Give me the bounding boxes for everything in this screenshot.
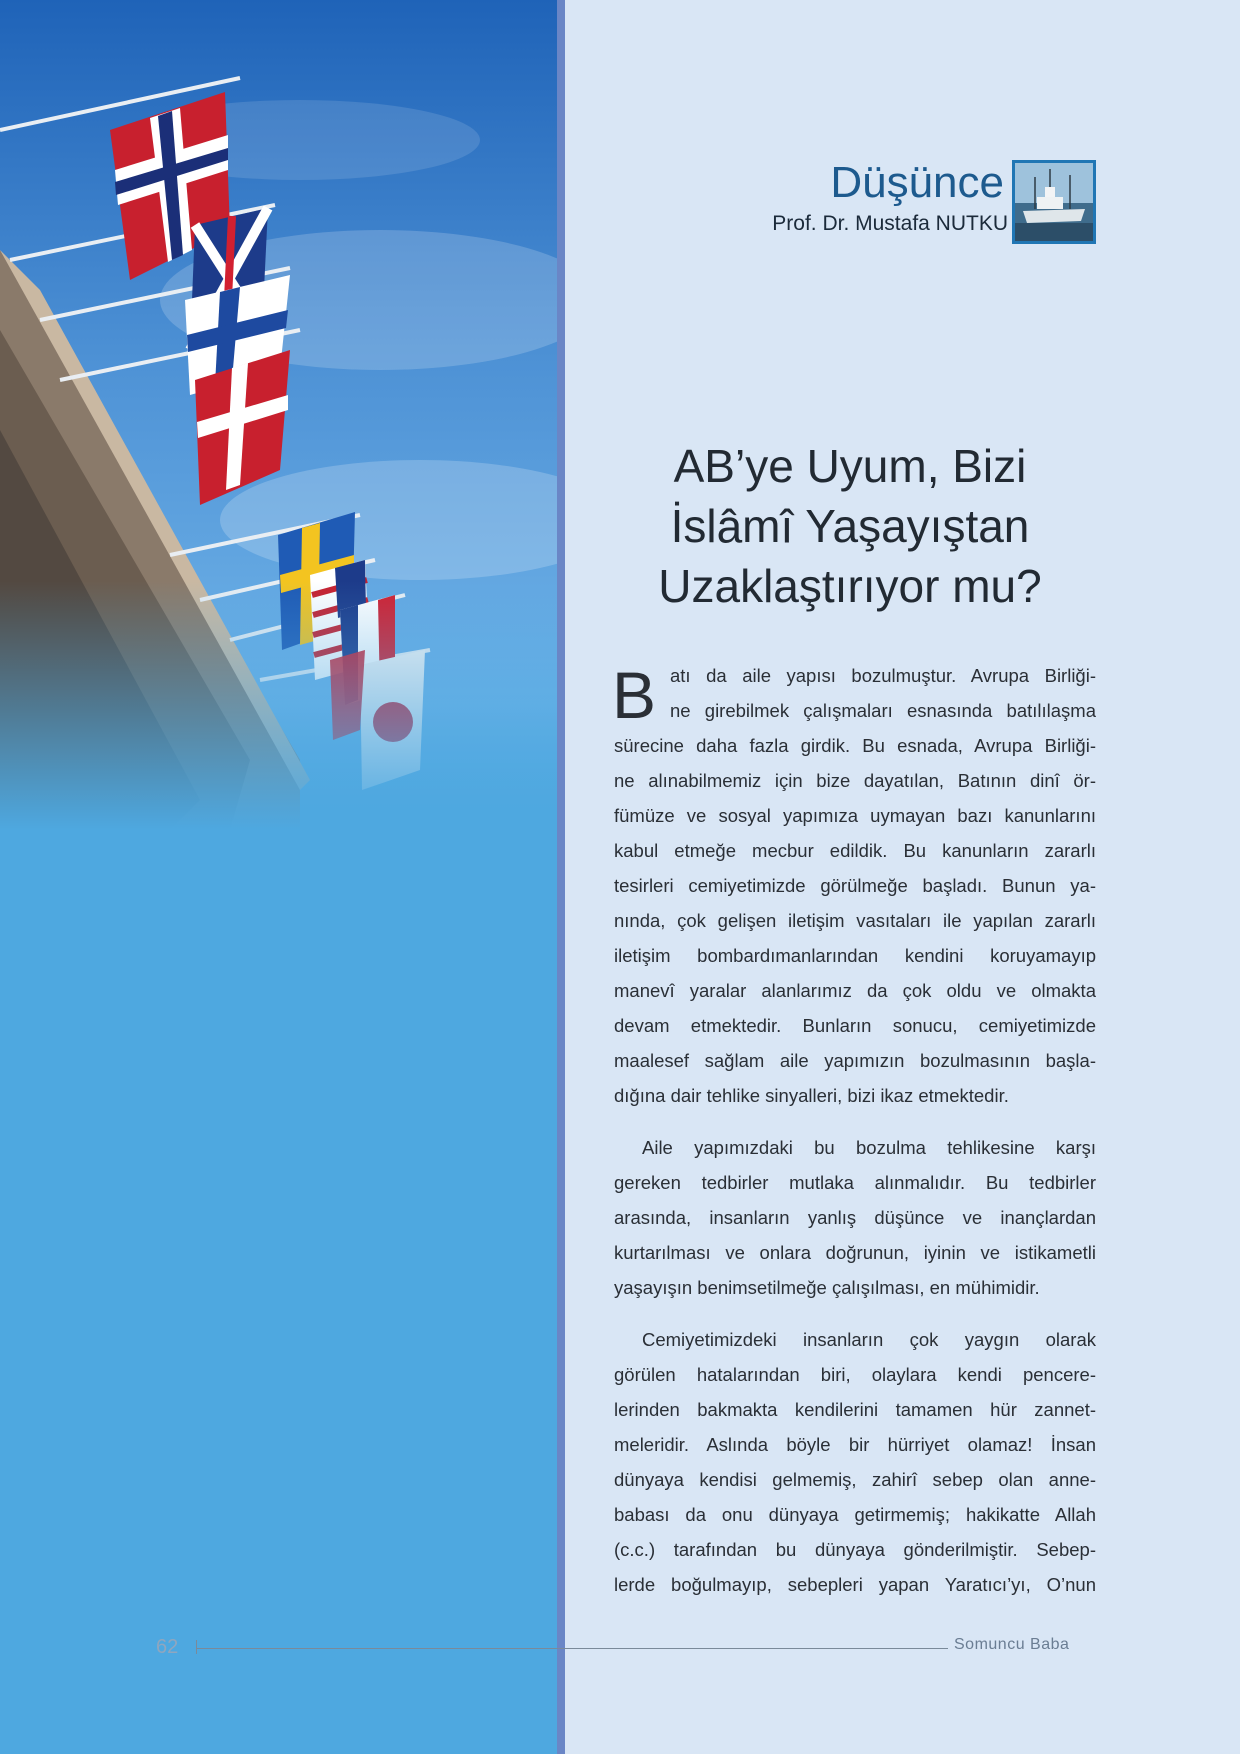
page-number: 62 [156, 1636, 179, 1658]
body-line: lerde boğulmayıp, sebepleri yapan Yaratıcı’yı, O’nun [614, 1574, 1096, 1595]
body-line: sürecine daha fazla girdik. Bu esnada, Avrupa Birliği- [614, 735, 1096, 756]
paragraph-1 [614, 658, 1096, 1113]
body-line: gereken tedbirler mutlaka alınmalıdır. Bu tedbirler [614, 1172, 1096, 1193]
body-line: lerinden bakmakta kendilerini tamamen hür zannet- [614, 1399, 1096, 1420]
section-title: Düşünce [830, 158, 1004, 207]
body-line: arasında, insanların yanlış düşünce ve inançlardan [614, 1207, 1096, 1228]
body-line: nında, çok gelişen iletişim vasıtaları ile yapılan zararlı [614, 910, 1096, 931]
ship-thumbnail-image [1012, 160, 1096, 244]
body-line: manevî yaralar alanlarımız da çok oldu ve olmakta [614, 980, 1096, 1001]
body-line: (c.c.) tarafından bu dünyaya gönderilmiştir. Sebep- [614, 1539, 1096, 1560]
body-line: atı da aile yapısı bozulmuştur. Avrupa Birliği- [670, 665, 1096, 686]
article-body [614, 658, 1096, 1619]
body-line: ne alınabilmemiz için bize dayatılan, Batının dinî ör- [614, 770, 1096, 791]
body-line: görülen hatalarından biri, olaylara kendi pencere- [614, 1364, 1096, 1385]
body-line: devam etmektedir. Bunların sonucu, cemiyetimizde [614, 1015, 1096, 1036]
body-line: meleridir. Aslında böyle bir hürriyet olamaz! İnsan [614, 1434, 1096, 1455]
article-title-line: AB’ye Uyum, Bizi [673, 440, 1027, 492]
body-line: Aile yapımızdaki bu bozulma tehlikesine karşı [642, 1137, 1096, 1158]
footer-tick [196, 1640, 197, 1654]
body-line: maalesef sağlam aile yapımızın bozulmasının başla- [614, 1050, 1096, 1071]
body-line: tesirleri cemiyetimizde görülmeğe başladı. Bunun ya- [614, 875, 1096, 896]
paragraph-2 [614, 1130, 1096, 1305]
article-title-line: İslâmî Yaşayıştan [670, 500, 1030, 552]
column-divider [557, 0, 565, 1754]
left-panel [0, 0, 557, 1754]
body-line: ne girebilmek çalışmaları esnasında batılılaşma [670, 700, 1096, 721]
body-line: babası da onu dünyaya getirmemiş; hakikatte Allah [614, 1504, 1096, 1525]
article-title-line: Uzaklaştırıyor mu? [658, 560, 1042, 612]
magazine-name: Somuncu Baba [954, 1636, 1070, 1653]
article-title [600, 436, 1100, 616]
body-line: fümüze ve sosyal yapımıza uymayan bazı kanunlarını [614, 805, 1096, 826]
body-line: dünyaya kendisi gelmemiş, zahirî sebep olan anne- [614, 1469, 1096, 1490]
body-line: iletişim bombardımanlarından kendini koruyamayıp [614, 945, 1096, 966]
body-line: kurtarılması ve onlara doğrunun, iyinin ve istikametli [614, 1242, 1096, 1263]
drop-cap: B [612, 658, 657, 732]
body-line: yaşayışın benimsetilmeğe çalışılması, en mühimidir. [614, 1277, 1040, 1298]
footer-rule [196, 1648, 948, 1649]
author-name: Prof. Dr. Mustafa NUTKU [772, 212, 1008, 235]
flags-photo [0, 0, 557, 830]
body-line: dığına dair tehlike sinyalleri, bizi ikaz etmektedir. [614, 1085, 1009, 1106]
body-line: kabul etmeğe mecbur edildik. Bu kanunların zararlı [614, 840, 1096, 861]
paragraph-3 [614, 1322, 1096, 1602]
body-line: Cemiyetimizdeki insanların çok yaygın olarak [642, 1329, 1096, 1350]
